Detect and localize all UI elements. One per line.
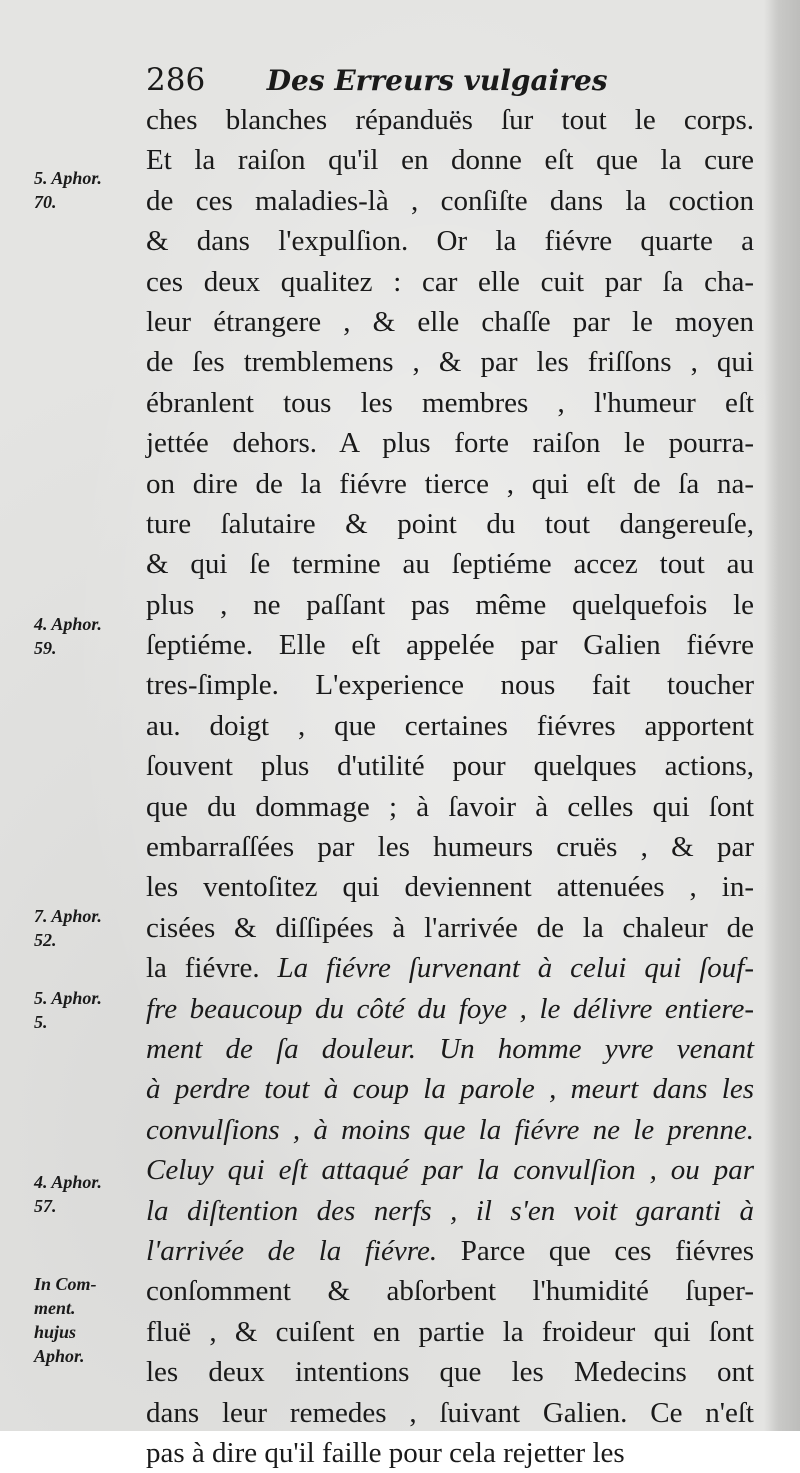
text-line — [146, 1231, 754, 1271]
text-line — [146, 544, 754, 584]
text-roman: fluë , & cuiſent en partie la froideur qui ſont — [146, 1315, 754, 1348]
margin-note-line: 7. Aphor. — [34, 906, 102, 926]
text-roman: embarraſſées par les humeurs cruës , & par — [146, 831, 754, 864]
text-line — [146, 1191, 754, 1231]
page-header — [146, 62, 608, 98]
text-line — [146, 1352, 754, 1392]
text-line — [146, 1110, 754, 1150]
text-line — [146, 181, 754, 221]
text-italic-quotation: Celuy qui eſt attaqué par la convulſion , ou par — [146, 1154, 754, 1187]
margin-note-line: 59. — [34, 638, 57, 658]
margin-note-line: hujus — [34, 1322, 77, 1342]
text-line — [146, 746, 754, 786]
text-line — [146, 827, 754, 867]
margin-note-line: 4. Aphor. — [34, 1172, 102, 1192]
margin-note — [34, 612, 134, 660]
text-roman: Parce que ces fiévres — [437, 1234, 754, 1267]
text-line — [146, 908, 754, 948]
text-roman: au. doigt , que certaines fiévres apportent — [146, 709, 754, 742]
text-roman: & qui ſe termine au ſeptiéme accez tout au — [146, 548, 754, 581]
text-line — [146, 383, 754, 423]
margin-note — [34, 904, 134, 952]
text-roman: les ventoſitez qui deviennent attenuées , in- — [146, 871, 754, 904]
text-line — [146, 706, 754, 746]
text-italic-quotation: fre beaucoup du côté du foye , le délivre entiere- — [146, 992, 754, 1025]
text-line — [146, 302, 754, 342]
text-roman: de ces maladies-là , conſiſte dans la coction — [146, 184, 754, 217]
text-line — [146, 989, 754, 1029]
text-roman: dans leur remedes , ſuivant Galien. Ce n'eſt — [146, 1396, 754, 1429]
text-roman: ébranlent tous les membres , l'humeur eſt — [146, 386, 754, 419]
running-title: Des Erreurs vulgaires — [266, 64, 608, 97]
text-roman: les deux intentions que les Medecins ont — [146, 1356, 754, 1389]
text-roman: cisées & diſſipées à l'arrivée de la chaleur de — [146, 911, 754, 944]
margin-note-line: 5. — [34, 1012, 48, 1032]
margin-note-line: 5. Aphor. — [34, 988, 102, 1008]
text-roman: ſouvent plus d'utilité pour quelques actions, — [146, 750, 754, 783]
text-line — [146, 1312, 754, 1352]
text-roman: ture ſalutaire & point du tout dangereuſe, — [146, 507, 754, 540]
text-roman: tres-ſimple. L'experience nous fait toucher — [146, 669, 754, 702]
text-italic-quotation: à perdre tout à coup la parole , meurt dans les — [146, 1073, 754, 1106]
text-line — [146, 221, 754, 261]
text-roman: jettée dehors. A plus forte raiſon le pourra- — [146, 427, 754, 460]
margin-note-line: 70. — [34, 192, 57, 212]
text-line — [146, 1029, 754, 1069]
text-roman: Et la raiſon qu'il en donne eſt que la cure — [146, 144, 754, 177]
text-italic-quotation: ment de ſa douleur. Un homme yvre venant — [146, 1032, 754, 1065]
margin-note-line: 57. — [34, 1196, 57, 1216]
body-text — [146, 100, 754, 1473]
text-roman: la fiévre. — [146, 952, 278, 985]
text-line — [146, 1433, 754, 1473]
text-line — [146, 625, 754, 665]
text-italic-quotation: convulſions , à moins que la fiévre ne le prenne. — [146, 1113, 754, 1146]
text-line — [146, 464, 754, 504]
text-line — [146, 948, 754, 988]
text-roman: & dans l'expulſion. Or la fiévre quarte a — [146, 225, 754, 258]
page-fold-shadow — [764, 0, 800, 1431]
text-line — [146, 665, 754, 705]
text-roman: leur étrangere , & elle chaſſe par le moyen — [146, 305, 754, 338]
text-roman: pas à dire qu'il faille pour cela rejetter les — [146, 1436, 625, 1469]
margin-note — [34, 986, 134, 1034]
text-roman: ches blanches répanduës ſur tout le corps. — [146, 104, 754, 136]
text-line — [146, 1393, 754, 1433]
text-line — [146, 585, 754, 625]
text-line — [146, 140, 754, 180]
text-roman: ſeptiéme. Elle eſt appelée par Galien fiévre — [146, 629, 754, 662]
text-line — [146, 342, 754, 382]
text-roman: de ſes tremblemens , & par les friſſons , qui — [146, 346, 754, 379]
text-line — [146, 504, 754, 544]
margin-note-line: In Com- — [34, 1274, 97, 1294]
margin-note-line: 4. Aphor. — [34, 614, 102, 634]
margin-note — [34, 166, 134, 214]
text-line — [146, 867, 754, 907]
page-number: 286 — [146, 62, 206, 98]
text-italic-quotation: La fiévre ſurvenant à celui qui ſouf- — [277, 952, 754, 985]
text-line — [146, 787, 754, 827]
margin-note — [34, 1170, 134, 1218]
text-italic-quotation: l'arrivée de la fiévre. — [146, 1234, 438, 1267]
text-roman: conſomment & abſorbent l'humidité ſuper- — [146, 1275, 754, 1308]
margin-note-line: Aphor. — [34, 1346, 85, 1366]
text-roman: on dire de la fiévre tierce , qui eſt de ſa na- — [146, 467, 754, 500]
text-italic-quotation: la diſtention des nerfs , il s'en voit garanti à — [146, 1194, 754, 1227]
text-line — [146, 1150, 754, 1190]
margin-note-line: 5. Aphor. — [34, 168, 102, 188]
margin-note-line: 52. — [34, 930, 57, 950]
text-line — [146, 1069, 754, 1109]
text-line — [146, 100, 754, 140]
text-line — [146, 262, 754, 302]
text-roman: ces deux qualitez : car elle cuit par ſa cha- — [146, 265, 754, 298]
margin-note-line: ment. — [34, 1298, 76, 1318]
text-roman: plus , ne paſſant pas même quelquefois le — [146, 588, 754, 621]
text-line — [146, 423, 754, 463]
text-roman: que du dommage ; à ſavoir à celles qui ſont — [146, 790, 754, 823]
text-line — [146, 1271, 754, 1311]
margin-note — [34, 1272, 134, 1368]
